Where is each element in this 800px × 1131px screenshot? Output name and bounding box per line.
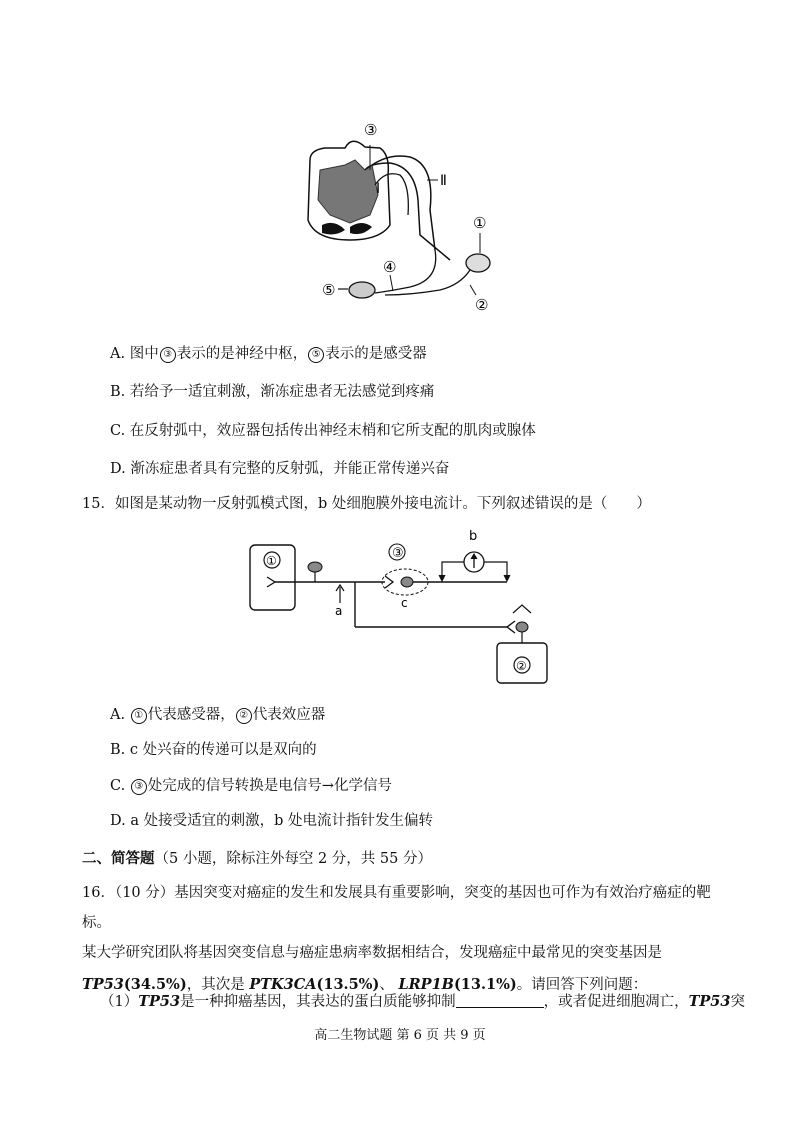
- q15-option-d: [110, 809, 433, 830]
- answer-blank[interactable]: [456, 993, 544, 1008]
- efferent-terminal: [507, 621, 515, 633]
- label-b: b: [469, 529, 478, 544]
- q15-option-b: [110, 738, 317, 759]
- gene-name: PTK3CA: [249, 976, 317, 993]
- gene-name: TP53: [138, 993, 181, 1010]
- q14-option-c: [110, 419, 536, 440]
- option-letter: B.: [110, 742, 126, 758]
- section-title: 二、简答题: [82, 850, 155, 867]
- afferent-fiber: [385, 270, 470, 295]
- label-II: Ⅱ: [440, 173, 447, 189]
- circled-number: ⑤: [308, 347, 324, 363]
- q15-stem: [82, 492, 651, 513]
- option-letter: C.: [110, 423, 126, 439]
- label-5: ⑤: [322, 281, 336, 299]
- label-2: ②: [475, 296, 489, 314]
- q16-body: [82, 878, 722, 1000]
- question-text: 如图是某动物一反射弧模式图，b 处细胞膜外接电流计。下列叙述错误的是（ ）: [114, 496, 651, 512]
- sub-question-number: （1）: [100, 994, 139, 1010]
- electrode-left: [442, 562, 464, 579]
- page-footer: 高二生物试题 第 6 页 共 9 页: [314, 1028, 486, 1043]
- option-text: 表示的是神经中枢，: [176, 346, 308, 362]
- efferent-cell-body: [516, 622, 528, 632]
- effector-shape: [349, 282, 375, 298]
- option-text: c 处兴奋的传递可以是双向的: [129, 742, 317, 758]
- spinal-reflex-figure: [290, 115, 520, 315]
- gene-name: TP53: [82, 976, 124, 993]
- label-1: ①: [473, 214, 487, 232]
- circled-number: ③: [160, 347, 176, 363]
- option-text: 在反射弧中，效应器包括传出神经末梢和它所支配的肌肉或腺体: [129, 423, 536, 439]
- q16-text: 、: [379, 977, 394, 993]
- gene-name: TP53: [688, 993, 731, 1010]
- q14-option-a: [110, 342, 427, 363]
- label-3: ③: [364, 121, 378, 139]
- electrode-left-head: [439, 575, 445, 581]
- option-text: 若给予一适宜刺激，渐冻症患者无法感觉到疼痛: [129, 384, 435, 400]
- electrode-right: [484, 562, 507, 579]
- synapse-cell-body: [401, 577, 413, 587]
- option-text: 图中: [129, 346, 159, 362]
- q16-text: ，其次是: [186, 977, 245, 993]
- leader-4: [390, 275, 393, 291]
- option-letter: B.: [110, 384, 126, 400]
- option-text: 代表效应器: [252, 707, 326, 723]
- section-2-header: [82, 847, 432, 868]
- syn-3-label: ③: [392, 546, 404, 561]
- electrode-right-head: [504, 575, 510, 581]
- circled-number: ②: [236, 708, 252, 724]
- cell-body: [308, 562, 322, 572]
- gene-percent: (34.5%): [123, 976, 187, 993]
- box-2-label: ②: [516, 659, 527, 673]
- question-number: 15．: [82, 496, 115, 512]
- q16-text: 。请回答下列问题：: [516, 977, 648, 993]
- q16-line-1: 16．（10 分）基因突变对癌症的发生和发展具有重要影响，突变的基因也可作为有效治疗癌症的靶标。: [82, 885, 711, 931]
- effector-ending-top: [513, 605, 531, 613]
- option-text: 代表感受器，: [147, 707, 235, 723]
- q15-option-a: [110, 703, 325, 724]
- gene-name: LRP1B: [398, 976, 454, 993]
- reflex-arc-schematic: [245, 525, 555, 690]
- option-letter: A.: [110, 707, 126, 723]
- q15-option-c: [110, 774, 392, 795]
- receptor-shape: [466, 254, 490, 272]
- option-text: a 处接受适宜的刺激，b 处电流计指针发生偏转: [130, 813, 433, 829]
- q14-option-d: [110, 457, 449, 478]
- q16-text: 是一种抑癌基因，其表达的蛋白质能够抑制: [180, 994, 456, 1010]
- section-note: （5 小题，除标注外每空 2 分，共 55 分）: [154, 851, 432, 867]
- label-c: c: [401, 596, 408, 610]
- option-text: 表示的是感受器: [325, 346, 427, 362]
- option-letter: C.: [110, 778, 126, 794]
- q16-text: ，或者促进细胞凋亡，: [543, 994, 689, 1010]
- option-letter: D.: [110, 461, 126, 477]
- q16-text: 突: [730, 994, 745, 1010]
- gene-percent: (13.5%): [316, 976, 380, 993]
- label-a: a: [335, 604, 343, 618]
- q14-option-b: [110, 380, 434, 401]
- option-letter: A.: [110, 346, 126, 362]
- circled-number: ①: [131, 708, 147, 724]
- label-4: ④: [383, 258, 397, 276]
- option-text: 渐冻症患者具有完整的反射弧，并能正常传递兴奋: [130, 461, 450, 477]
- q16-sub-1: [100, 990, 745, 1011]
- box-1-label: ①: [266, 554, 277, 568]
- option-letter: D.: [110, 813, 126, 829]
- q16-line-2: 某大学研究团队将基因突变信息与癌症患病率数据相结合，发现癌症中最常见的突变基因是: [82, 945, 662, 961]
- label-I: Ⅰ: [376, 181, 381, 197]
- option-text: 处完成的信号转换是电信号→化学信号: [147, 778, 392, 794]
- synapse-terminal: [385, 576, 393, 588]
- leader-2: [470, 285, 476, 295]
- gene-percent: (13.1%): [453, 976, 517, 993]
- circled-number: ③: [131, 779, 147, 795]
